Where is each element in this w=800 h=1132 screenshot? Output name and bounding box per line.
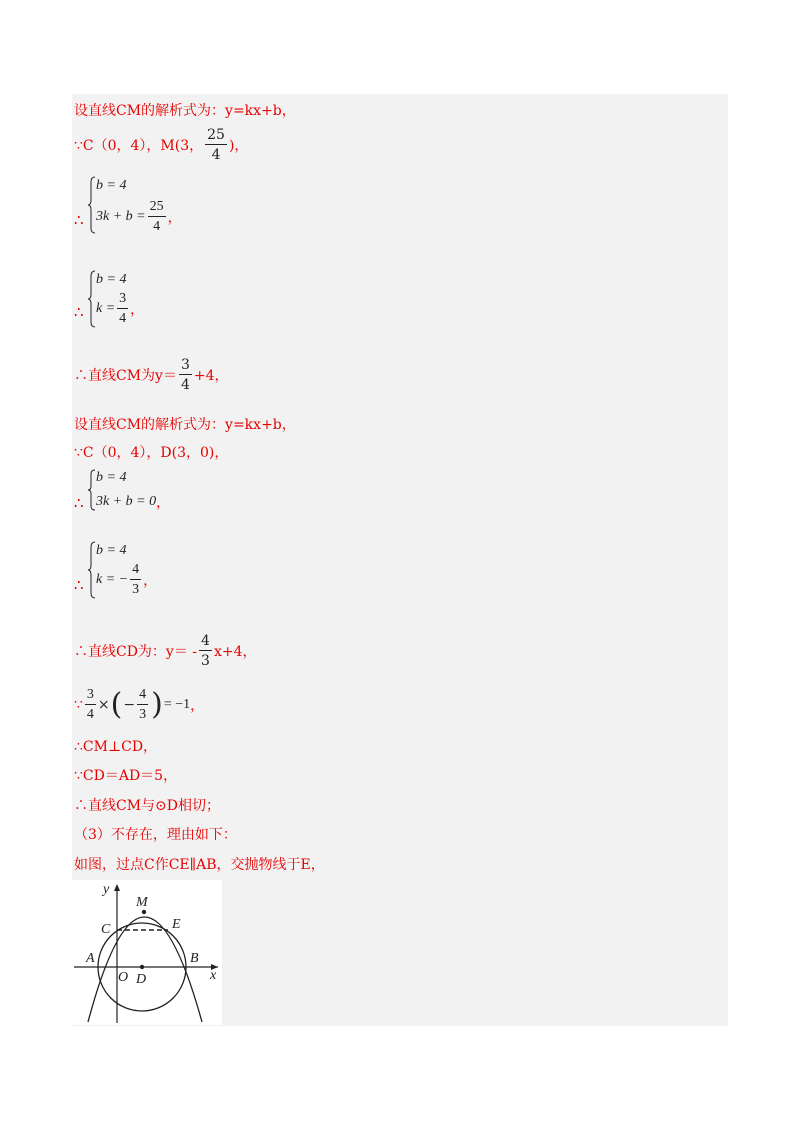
text: （3）不存在，理由如下： (74, 827, 237, 843)
text: ∴直线CM与⊙D相切； (74, 798, 221, 814)
point-d (140, 965, 144, 969)
line-set-cm-2 (74, 414, 296, 434)
because-symbol: ∵ (74, 697, 83, 713)
therefore-symbol: ∴ (74, 494, 84, 512)
fraction: $\frac{4}{3}$ (201, 633, 210, 669)
label-y: y (103, 882, 110, 897)
equation-system-4 (88, 541, 178, 601)
brace-icon (88, 469, 96, 511)
brace-icon (88, 270, 96, 328)
text: ∴直线CM为y＝ (74, 368, 177, 384)
text: ， (190, 698, 205, 714)
left-paren: ( (110, 687, 123, 722)
equation-row: 3k + b = $\frac{25}{4}$ ， (96, 199, 182, 234)
equation-row: b = 4 (96, 543, 127, 558)
fraction: $\frac{4}{3}$ (139, 687, 147, 722)
text: 设直线CM的解析式为：y=kx+b， (74, 417, 296, 433)
line-c-m-points (74, 128, 248, 162)
line-set-cm (74, 100, 296, 120)
text: +4， (193, 368, 229, 384)
equation-row: b = 4 (96, 178, 127, 193)
line-product (74, 688, 204, 722)
geometry-figure (72, 880, 222, 1025)
fraction: $\frac{4}{3}$ (132, 562, 140, 597)
fraction: $\frac{25}{4}$ (149, 199, 164, 234)
text: x+4， (213, 644, 257, 660)
line-construction (74, 854, 325, 874)
text: 如图，过点C作CE∥AB，交抛物线于E， (74, 857, 325, 873)
equation-row: k = $\frac{3}{4}$ ， (96, 291, 145, 326)
brace-icon (88, 541, 96, 599)
therefore-symbol: ∴ (74, 576, 84, 594)
label-e: E (172, 917, 181, 932)
therefore-symbol: ∴ (74, 211, 84, 229)
equation-system-3 (88, 469, 178, 513)
numerator: 25 (207, 127, 225, 143)
equation-row: 3k + b = 0 ， (96, 494, 171, 511)
line-tangent (74, 795, 220, 815)
fraction: $\frac{3}{4}$ (180, 357, 190, 393)
equation-system-2 (88, 270, 178, 330)
line-cd-result (74, 634, 257, 668)
equation-system-1 (88, 176, 182, 238)
label-x: x (210, 968, 217, 983)
line-part-3 (74, 824, 237, 844)
text: ∴CM⊥CD， (74, 739, 158, 755)
label-a: A (86, 951, 95, 966)
label-o: O (118, 970, 129, 985)
right-paren: ) (151, 687, 163, 722)
line-perpendicular (74, 736, 157, 756)
label-m: M (136, 895, 148, 910)
equals-value: = −1 (163, 697, 191, 712)
times-symbol: × (97, 697, 110, 713)
minus-sign: − (123, 697, 136, 713)
equation-row: b = 4 (96, 470, 127, 485)
label-d: D (136, 972, 147, 987)
brace-icon (88, 176, 96, 234)
line-c-d-points (74, 442, 228, 462)
label-c: C (101, 922, 111, 937)
therefore-symbol: ∴ (74, 303, 84, 321)
point-m (142, 910, 146, 914)
text: ∵C（0，4），M(3， (74, 138, 204, 154)
parabola-circle-diagram (72, 880, 222, 1025)
text: ∵CD＝AD＝5， (74, 768, 178, 784)
text: 设直线CM的解析式为：y=kx+b， (74, 103, 296, 119)
label-b: B (190, 951, 199, 966)
denominator: 4 (211, 147, 221, 163)
line-equal-lengths (74, 765, 177, 785)
fraction: $\frac{3}{4}$ (86, 687, 94, 722)
text: ∵C（0，4），D(3，0)， (74, 445, 229, 461)
text: )， (228, 138, 249, 154)
fraction (205, 128, 227, 162)
text: ∴直线CD为：y＝ - (74, 644, 198, 660)
equation-row: b = 4 (96, 272, 127, 287)
y-axis-arrow-icon (114, 884, 120, 891)
line-cm-result (74, 358, 229, 392)
equation-row: k = − $\frac{4}{3}$ ， (96, 562, 158, 597)
fraction: $\frac{3}{4}$ (119, 291, 127, 326)
